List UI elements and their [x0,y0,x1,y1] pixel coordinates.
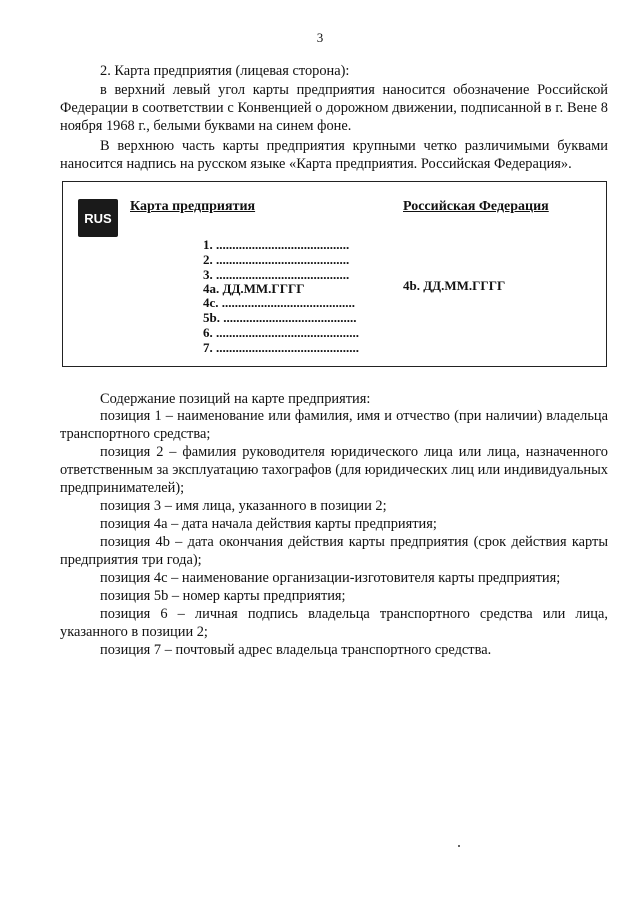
card-field-4c: 4c. ......................................... [203,295,356,310]
section-heading: 2. Карта предприятия (лицевая сторона): [100,63,350,79]
scan-speck [458,845,460,847]
card-field-1: 1. ......................................... [203,237,350,252]
card-field-4a: 4a. ДД.ММ.ГГГГ [203,281,305,296]
card-field-7: 7. ............................................ [203,340,359,355]
card-title-right: Российская Федерация [403,199,549,214]
card-field-4b: 4b. ДД.ММ.ГГГГ [403,278,506,293]
contents-item: позиция 7 – почтовый адрес владельца транспортного средства. [100,642,492,658]
card-field-6: 6. ............................................ [203,325,359,340]
contents-item: позиция 4b – дата окончания действия карты предприятия (срок действия карты предприятия три года); [60,534,608,568]
contents-item: позиция 1 – наименование или фамилия, имя и отчество (при наличии) владельца транспортного средства; [60,408,608,442]
card-title-left: Карта предприятия [130,199,256,214]
page-number: 3 [316,30,324,45]
contents-item: позиция 4c – наименование организации-изготовителя карты предприятия; [100,570,561,586]
card-field-5b: 5b. ......................................... [203,310,357,325]
paragraph-rus-designation: в верхний левый угол карты предприятия наносится обозначение Российской Федерации в соответствии с Конвенцией о дорожном движении, подписанной в г. Вене 8 ноября 1968 г., белыми буквами на синем фоне. [60,82,608,134]
contents-item: позиция 4a – дата начала действия карты предприятия; [100,516,437,532]
card-field-2: 2. ......................................... [203,252,350,267]
card-field-3: 3. ......................................... [203,267,350,282]
contents-item: позиция 5b – номер карты предприятия; [100,588,346,604]
contents-heading: Содержание позиций на карте предприятия: [100,391,371,407]
contents-item: позиция 6 – личная подпись владельца транспортного средства или лица, указанного в позиции 2; [60,606,608,640]
contents-item: позиция 2 – фамилия руководителя юридического лица или лица, назначенного ответственным за эксплуатацию тахографов (для юридических лиц или индивидуальных предпринимателей); [60,444,608,496]
rus-badge: RUS [78,199,118,237]
paragraph-card-title: В верхнюю часть карты предприятия крупными четко различимыми буквами наносится надпись на русском языке «Карта предприятия. Российская Федерация». [60,138,608,172]
contents-item: позиция 3 – имя лица, указанного в позиции 2; [100,498,387,514]
